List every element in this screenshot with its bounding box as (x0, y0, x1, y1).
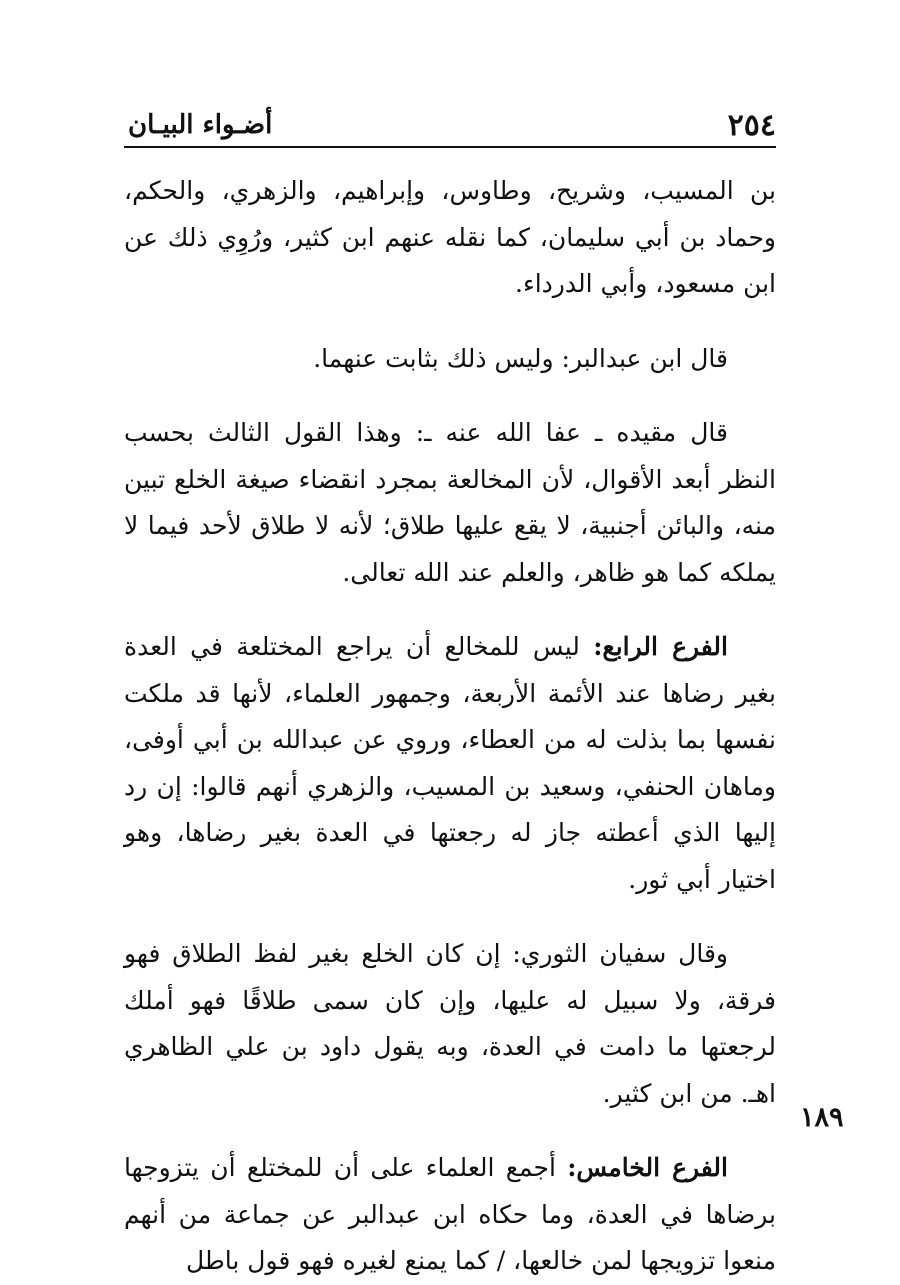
paragraph-continuation (124, 168, 776, 308)
header-rule (124, 146, 776, 148)
section-run-in-heading: الفرع الخامس: (567, 1153, 728, 1182)
paragraph-ibn-abdulbarr-quote (124, 336, 776, 383)
page-number: ٢٥٤ (727, 108, 776, 143)
book-page (124, 0, 776, 1275)
book-title: أضـواء البيـان (128, 110, 273, 140)
paragraph-text: ليس للمخالع أن يراجع المختلعة في العدة بغير رضاها عند الأئمة الأربعة، وجمهور العلماء، لأنها قد ملكت نفسها بما بذلت له من العطاء، وروي عن عبدالله بن أبي أوفى، وماهان الحنفي، وسعيد بن المسيب، والزهري أنهم قالوا: إن رد إليها الذي أعطته جاز له رجعتها في العدة بغير رضاها، وهو اختيار أبي ثور. (124, 632, 776, 894)
paragraph-fifth-branch (124, 1145, 776, 1285)
paragraph-text: بن المسيب، وشريح، وطاوس، وإبراهيم، والزهري، والحكم، وحماد بن أبي سليمان، كما نقله عنهم ابن كثير، ورُوِي ذلك عن ابن مسعود، وأبي الدرداء. (124, 176, 776, 298)
running-header (124, 98, 776, 146)
paragraph-thawri-opinion (124, 931, 776, 1117)
margin-page-reference: ١٨٩ (800, 1102, 844, 1133)
paragraph-text: أجمع العلماء على أن للمختلع أن يتزوجها برضاها في العدة، وما حكاه ابن عبدالبر عن جماعة من أنهم منعوا تزويجها لمن خالعها، / كما يمنع لغيره فهو قول باطل (124, 1153, 776, 1275)
paragraph-fourth-branch (124, 624, 776, 903)
paragraph-author-opinion (124, 410, 776, 596)
section-run-in-heading: الفرع الرابع: (593, 632, 728, 661)
paragraph-text: وقال سفيان الثوري: إن كان الخلع بغير لفظ الطلاق فهو فرقة، ولا سبيل له عليها، وإن كان سمى طلاقًا فهو أملك لرجعتها ما دامت في العدة، وبه يقول داود بن علي الظاهري اهـ. من ابن كثير. (124, 939, 776, 1108)
paragraph-text: قال مقيده ـ عفا الله عنه ـ: وهذا القول الثالث بحسب النظر أبعد الأقوال، لأن المخالعة بمجرد انقضاء صيغة الخلع تبين منه، والبائن أجنبية، لا يقع عليها طلاق؛ لأنه لا طلاق لأحد فيما لا يملكه كما هو ظاهر، والعلم عند الله تعالى. (124, 418, 776, 587)
paragraph-text: قال ابن عبدالبر: وليس ذلك بثابت عنهما. (313, 343, 728, 373)
body-text (124, 168, 776, 1285)
